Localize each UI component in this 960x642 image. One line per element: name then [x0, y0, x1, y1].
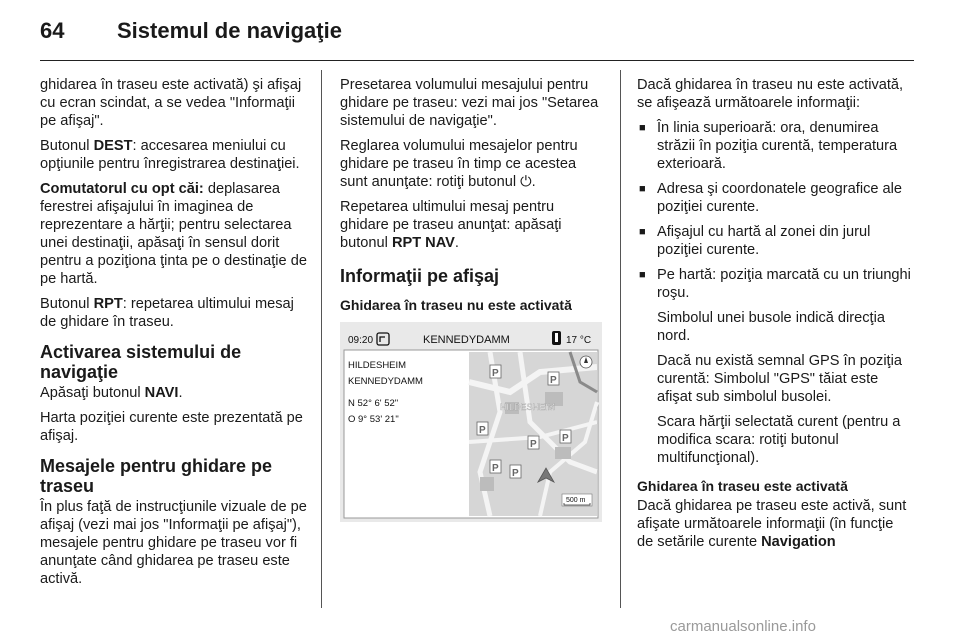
- display-street: KENNEDYDAMM: [423, 334, 510, 346]
- text: Repetarea ultimului mesaj pentru ghidare pe traseu anunţat: apăsaţi butonul: [340, 199, 562, 251]
- bullet-text: În linia superioară: ora, denumirea străzii în poziţia curentă, temperatura exterioară.: [657, 120, 898, 172]
- map-city-label: HILDESHEIM: [500, 402, 556, 412]
- paragraph: Dacă ghidarea în traseu nu este activată, se afişează următoarele informaţii:: [637, 77, 904, 111]
- bullet-subtext: Scara hărţii selectată curent (pentru a modifica scara: rotiţi butonul multifuncţional).: [657, 414, 901, 466]
- column-divider-2: [620, 70, 621, 608]
- text: Butonul: [40, 138, 94, 154]
- parking-icon: [490, 460, 501, 474]
- bullet-text: Pe hartă: poziţia marcată cu un triunghi roşu.: [657, 267, 911, 301]
- chapter-title: Sistemul de navigaţie: [117, 18, 342, 43]
- svg-text:P: P: [530, 439, 537, 450]
- section-heading: Informaţii pe afişaj: [340, 266, 500, 286]
- key-term: Comutatorul cu opt căi:: [40, 181, 204, 197]
- key-term: DEST: [93, 138, 133, 154]
- section-heading: Mesajele pentru ghidare pe traseu: [40, 456, 273, 496]
- header-divider: [40, 60, 914, 61]
- paragraph-eight-way: [40, 180, 308, 288]
- bullet-square-icon: ■: [639, 183, 646, 195]
- paragraph: Reglarea volumului mesajelor pentru ghidare pe traseu în timp ce acestea sunt anunţate: rotiţi butonul ⏻.: [340, 138, 578, 190]
- column-1: [40, 76, 308, 595]
- paragraph-navi: [40, 384, 308, 402]
- display-longitude: O 9° 53' 21": [348, 414, 399, 425]
- parking-icon: [560, 430, 571, 444]
- text: Dacă ghidarea pe traseu este activă, sunt afişate următoarele informaţii (în funcţie de setările curente: [637, 498, 907, 550]
- bullet-subtext: Dacă nu există semnal GPS în poziţia curentă: Simbolul "GPS" tăiat este afişat sub simbolul busolei.: [657, 353, 902, 405]
- display-time: 09:20: [348, 335, 374, 346]
- watermark: carmanualsonline.info: [670, 618, 816, 635]
- display-latitude: N 52° 6' 52": [348, 398, 399, 409]
- paragraph: În plus faţă de instrucţiunile vizuale de pe afişaj (vezi mai jos "Informaţii pe afişaj"), mesajele pentru ghidare pe traseu vor fi anunţate când ghidarea pe traseu este activă.: [40, 499, 307, 587]
- bullet-item: [637, 119, 913, 173]
- bullet-item: [637, 266, 913, 302]
- bullet-subtext: Simbolul unei busole indică direcţia nord.: [657, 310, 885, 344]
- text: deplasarea ferestrei afişajului în imaginea de reprezentare a hărţii; pentru selectarea unei destinaţii, apăsaţi în sensul dorit pentru a poziţiona ţinta pe o destinaţie de pe hartă.: [40, 181, 307, 287]
- bullet-text: Afişajul cu hartă al zonei din jurul poziţiei curente.: [657, 224, 871, 258]
- subheading: Ghidarea în traseu este activată: [637, 478, 848, 494]
- navigation-display-screen: [340, 322, 602, 522]
- bullet-text: Adresa şi coordonatele geografice ale poziţiei curente.: [657, 181, 903, 215]
- key-term: RPT: [93, 296, 123, 312]
- svg-text:P: P: [512, 468, 519, 479]
- key-term: NAVI: [144, 385, 179, 401]
- text: .: [178, 385, 183, 401]
- paragraph-rpt: [40, 295, 308, 331]
- paragraph-rpt-nav: [340, 198, 604, 252]
- parking-icon: [548, 372, 559, 386]
- display-temperature: 17 °C: [566, 335, 592, 346]
- display-street-name: KENNEDYDAMM: [348, 376, 423, 387]
- thermometer-icon: [552, 331, 561, 345]
- key-term: Navigation: [761, 534, 836, 550]
- text: : repetarea ultimului mesaj de ghidare în traseu.: [40, 296, 294, 330]
- column-divider-1: [321, 70, 322, 608]
- svg-text:P: P: [562, 433, 569, 444]
- text: .: [454, 235, 459, 251]
- paragraph: ghidarea în traseu este activată) şi afişaj cu ecran scindat, a se vedea "Informaţii pe afişaj".: [40, 77, 302, 129]
- parking-icon: [490, 365, 501, 379]
- svg-text:P: P: [550, 375, 557, 386]
- parking-icon: [528, 436, 539, 450]
- navigation-display-figure: [340, 322, 602, 522]
- paragraph: Presetarea volumului mesajului pentru ghidare pe traseu: vezi mai jos "Setarea sistemului de navigaţie".: [340, 77, 599, 129]
- svg-text:P: P: [479, 425, 486, 436]
- text: : accesarea meniului cu opţiunile pentru înregistrarea destinaţiei.: [40, 138, 300, 172]
- paragraph-dest: [40, 137, 308, 173]
- page-number: 64: [40, 18, 65, 43]
- column-3: [637, 76, 913, 558]
- key-term: RPT NAV: [391, 235, 455, 251]
- subheading: Ghidarea în traseu nu este activată: [340, 297, 572, 313]
- compass-icon: [580, 356, 592, 368]
- bullet-square-icon: ■: [639, 122, 646, 134]
- svg-text:P: P: [492, 368, 499, 379]
- column-2: [340, 76, 604, 522]
- bullet-square-icon: ■: [639, 269, 646, 281]
- map-scale-label: 500 m: [566, 497, 586, 504]
- bullet-square-icon: ■: [639, 226, 646, 238]
- section-heading: Activarea sistemului de navigaţie: [40, 342, 242, 382]
- paragraph: Harta poziţiei curente este prezentată pe afişaj.: [40, 410, 303, 444]
- svg-text:P: P: [492, 463, 499, 474]
- parking-icon: [477, 422, 488, 436]
- bullet-item: [637, 180, 913, 216]
- bullet-item: [637, 223, 913, 259]
- text: Apăsaţi butonul: [40, 385, 145, 401]
- parking-icon: [510, 465, 521, 479]
- paragraph-navigation: [637, 497, 913, 551]
- text: Butonul: [40, 296, 94, 312]
- display-city: HILDESHEIM: [348, 360, 407, 371]
